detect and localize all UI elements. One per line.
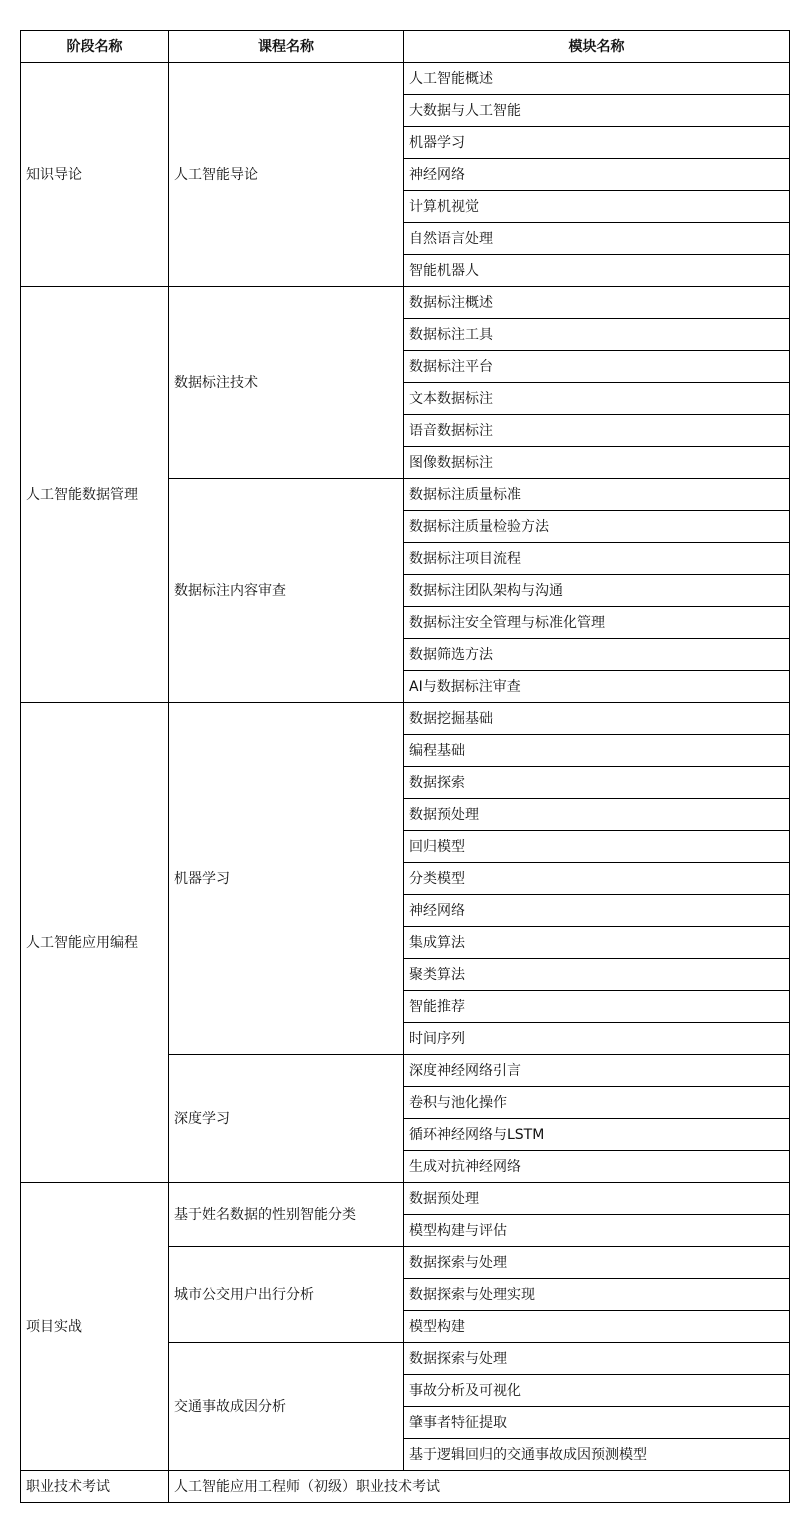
module-cell: 大数据与人工智能 xyxy=(404,95,790,127)
module-cell: 数据预处理 xyxy=(404,1183,790,1215)
module-cell: 数据标注平台 xyxy=(404,351,790,383)
stage-cell: 人工智能数据管理 xyxy=(21,287,169,703)
module-cell: 自然语言处理 xyxy=(404,223,790,255)
module-cell: 深度神经网络引言 xyxy=(404,1055,790,1087)
table-body xyxy=(21,63,790,1503)
header-course: 课程名称 xyxy=(169,31,404,63)
module-cell: 肇事者特征提取 xyxy=(404,1407,790,1439)
module-cell: 循环神经网络与LSTM xyxy=(404,1119,790,1151)
module-cell: AI与数据标注审查 xyxy=(404,671,790,703)
module-cell: 智能推荐 xyxy=(404,991,790,1023)
stage-cell: 职业技术考试 xyxy=(21,1471,169,1503)
module-cell: 机器学习 xyxy=(404,127,790,159)
course-cell: 基于姓名数据的性别智能分类 xyxy=(169,1183,404,1247)
module-cell: 数据标注概述 xyxy=(404,287,790,319)
module-cell: 语音数据标注 xyxy=(404,415,790,447)
exam-row xyxy=(21,1471,790,1503)
stage-cell: 人工智能应用编程 xyxy=(21,703,169,1183)
course-cell: 机器学习 xyxy=(169,703,404,1055)
stage-cell: 项目实战 xyxy=(21,1183,169,1471)
module-cell: 数据标注工具 xyxy=(404,319,790,351)
module-cell: 数据标注团队架构与沟通 xyxy=(404,575,790,607)
module-cell: 基于逻辑回归的交通事故成因预测模型 xyxy=(404,1439,790,1471)
module-cell: 文本数据标注 xyxy=(404,383,790,415)
module-cell: 计算机视觉 xyxy=(404,191,790,223)
module-cell: 数据探索与处理 xyxy=(404,1247,790,1279)
module-cell: 生成对抗神经网络 xyxy=(404,1151,790,1183)
table-row xyxy=(21,703,790,735)
module-cell: 神经网络 xyxy=(404,895,790,927)
course-cell: 深度学习 xyxy=(169,1055,404,1183)
curriculum-table xyxy=(20,30,790,1503)
module-cell: 卷积与池化操作 xyxy=(404,1087,790,1119)
table-row xyxy=(21,63,790,95)
module-cell: 数据挖掘基础 xyxy=(404,703,790,735)
module-cell: 数据标注质量标准 xyxy=(404,479,790,511)
course-cell: 城市公交用户出行分析 xyxy=(169,1247,404,1343)
module-cell: 数据预处理 xyxy=(404,799,790,831)
module-cell: 数据标注安全管理与标准化管理 xyxy=(404,607,790,639)
header-module: 模块名称 xyxy=(404,31,790,63)
header-row xyxy=(21,31,790,63)
module-cell: 模型构建 xyxy=(404,1311,790,1343)
table-row xyxy=(21,287,790,319)
module-cell: 智能机器人 xyxy=(404,255,790,287)
module-cell: 聚类算法 xyxy=(404,959,790,991)
module-cell: 时间序列 xyxy=(404,1023,790,1055)
module-cell: 数据探索与处理实现 xyxy=(404,1279,790,1311)
module-cell: 回归模型 xyxy=(404,831,790,863)
module-cell: 集成算法 xyxy=(404,927,790,959)
module-cell: 数据筛选方法 xyxy=(404,639,790,671)
module-cell: 模型构建与评估 xyxy=(404,1215,790,1247)
module-cell: 图像数据标注 xyxy=(404,447,790,479)
module-cell: 分类模型 xyxy=(404,863,790,895)
table-row xyxy=(21,1183,790,1215)
course-cell: 数据标注内容审查 xyxy=(169,479,404,703)
course-cell: 人工智能导论 xyxy=(169,63,404,287)
module-cell: 编程基础 xyxy=(404,735,790,767)
module-cell: 数据探索与处理 xyxy=(404,1343,790,1375)
course-cell: 数据标注技术 xyxy=(169,287,404,479)
course-cell: 交通事故成因分析 xyxy=(169,1343,404,1471)
module-cell: 事故分析及可视化 xyxy=(404,1375,790,1407)
module-cell: 数据探索 xyxy=(404,767,790,799)
stage-cell: 知识导论 xyxy=(21,63,169,287)
module-cell: 神经网络 xyxy=(404,159,790,191)
header-stage: 阶段名称 xyxy=(21,31,169,63)
module-cell: 数据标注项目流程 xyxy=(404,543,790,575)
module-cell: 人工智能概述 xyxy=(404,63,790,95)
module-cell: 数据标注质量检验方法 xyxy=(404,511,790,543)
exam-content-cell: 人工智能应用工程师（初级）职业技术考试 xyxy=(169,1471,790,1503)
